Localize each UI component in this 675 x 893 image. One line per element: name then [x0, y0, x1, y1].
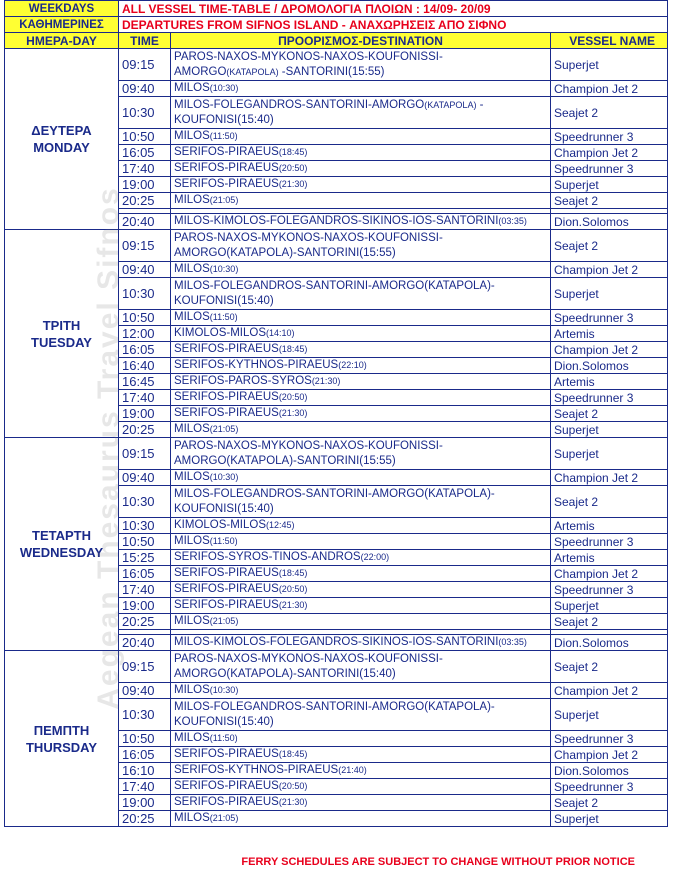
destination-text: SERIFOS-PIRAEUS [174, 407, 279, 419]
vessel-name: Speedrunner 3 [551, 390, 668, 406]
arrival-time: (11:50) [209, 536, 238, 546]
arrival-time: (20:50) [278, 392, 308, 402]
arrival-time: (18:45) [278, 749, 308, 759]
destination-text-tail: -SANTORINI(15:55) [278, 65, 385, 78]
destination-text: MILOS [174, 130, 210, 142]
destination-cell [171, 406, 551, 422]
arrival-time: (11:50) [209, 733, 238, 743]
departure-time: 20:25 [119, 193, 171, 209]
departure-time: 09:15 [119, 651, 171, 683]
destination-cell [171, 438, 551, 470]
arrival-time: (10:30) [209, 472, 239, 482]
destination-text: MILOS [174, 615, 210, 627]
arrival-time: (20:50) [278, 584, 308, 594]
arrival-time: (21:40) [338, 765, 367, 775]
departure-time: 17:40 [119, 779, 171, 795]
departure-time: 09:15 [119, 438, 171, 470]
vessel-name: Dion.Solomos [551, 763, 668, 779]
destination-text: MILOS-KIMOLOS-FOLEGANDROS-SIKINOS-IOS-SANTORINI [174, 636, 499, 648]
destination-text: SERIFOS-PIRAEUS [174, 146, 279, 158]
arrival-time: (KATAPOLA) [424, 99, 477, 110]
arrival-time: (21:05) [209, 424, 239, 434]
destination-cell [171, 214, 551, 230]
destination-text: SERIFOS-PAROS-SYROS [174, 375, 312, 387]
vessel-name: Seajet 2 [551, 651, 668, 683]
vessel-name: Seajet 2 [551, 406, 668, 422]
vessel-name: Champion Jet 2 [551, 470, 668, 486]
column-header-vessel: VESSEL NAME [551, 33, 668, 49]
destination-cell [171, 342, 551, 358]
departure-time: 09:40 [119, 470, 171, 486]
destination-text-line2: AMORGO(KATAPOLA)-SANTORINI(15:55) [174, 246, 396, 259]
destination-cell [171, 422, 551, 438]
arrival-time: (03:35) [498, 637, 527, 647]
destination-cell [171, 262, 551, 278]
arrival-time: (18:45) [278, 147, 308, 157]
arrival-time: (12:45) [266, 520, 295, 530]
arrival-time: (11:50) [209, 312, 238, 322]
vessel-name: Dion.Solomos [551, 214, 668, 230]
vessel-name: Superjet [551, 811, 668, 827]
destination-text: MILOS-FOLEGANDROS-SANTORINI-AMORGO(KATAPOLA)- [174, 700, 495, 713]
arrival-time: (10:30) [209, 264, 239, 274]
destination-text-line2: AMORGO [174, 65, 227, 78]
destination-text: MILOS [174, 471, 210, 483]
departure-time: 19:00 [119, 795, 171, 811]
vessel-name: Superjet [551, 699, 668, 731]
destination-text-line2: KOUFONISI(15:40) [174, 113, 274, 126]
departure-time: 16:05 [119, 566, 171, 582]
destination-cell [171, 374, 551, 390]
departure-time: 10:30 [119, 518, 171, 534]
destination-cell [171, 747, 551, 763]
destination-text-line2: AMORGO(KATAPOLA)-SANTORINI(15:40) [174, 667, 396, 680]
arrival-time: (21:05) [209, 616, 239, 626]
vessel-name: Champion Jet 2 [551, 683, 668, 699]
destination-cell [171, 129, 551, 145]
vessel-name: Superjet [551, 598, 668, 614]
destination-text-line2: KOUFONISI(15:40) [174, 502, 274, 515]
arrival-time: (22:10) [338, 360, 367, 370]
destination-text: MILOS-FOLEGANDROS-SANTORINI-AMORGO [174, 98, 425, 111]
departure-time: 19:00 [119, 177, 171, 193]
page-subtitle: DEPARTURES FROM SIFNOS ISLAND - ΑΝΑΧΩΡΗΣΕΙΣ ΑΠΟ ΣΙΦΝΟ [119, 17, 668, 33]
destination-cell [171, 161, 551, 177]
departure-time: 10:30 [119, 278, 171, 310]
vessel-name: Seajet 2 [551, 486, 668, 518]
day-name-greek: ΠΕΜΠΤΗ [33, 722, 90, 738]
day-cell [5, 49, 119, 230]
destination-cell [171, 278, 551, 310]
vessel-name: Artemis [551, 374, 668, 390]
departure-time: 12:00 [119, 326, 171, 342]
departure-time: 15:25 [119, 550, 171, 566]
day-name-english: THURSDAY [25, 739, 98, 755]
destination-cell [171, 811, 551, 827]
destination-text: MILOS [174, 684, 210, 696]
destination-cell [171, 390, 551, 406]
arrival-time: (18:45) [278, 568, 308, 578]
vessel-name: Artemis [551, 550, 668, 566]
destination-cell [171, 486, 551, 518]
vessel-name: Dion.Solomos [551, 358, 668, 374]
vessel-name: Seajet 2 [551, 193, 668, 209]
departure-time: 20:25 [119, 422, 171, 438]
destination-text: MILOS [174, 812, 210, 824]
destination-cell [171, 550, 551, 566]
departure-time: 10:50 [119, 731, 171, 747]
destination-cell [171, 566, 551, 582]
destination-text: SERIFOS-PIRAEUS [174, 780, 279, 792]
departure-time: 17:40 [119, 390, 171, 406]
destination-cell [171, 81, 551, 97]
column-header-time: TIME [119, 33, 171, 49]
destination-text: SERIFOS-SYROS-TINOS-ANDROS [174, 551, 361, 563]
vessel-name: Dion.Solomos [551, 635, 668, 651]
departure-time: 09:15 [119, 230, 171, 262]
departure-time: 10:30 [119, 699, 171, 731]
destination-cell [171, 779, 551, 795]
destination-cell [171, 193, 551, 209]
destination-cell [171, 614, 551, 630]
day-name-greek: ΤΕΤΑΡΤΗ [32, 528, 91, 543]
vessel-name: Superjet [551, 422, 668, 438]
table-row [5, 230, 668, 262]
vessel-name: Seajet 2 [551, 230, 668, 262]
destination-cell [171, 683, 551, 699]
departure-time: 20:25 [119, 614, 171, 630]
vessel-name: Speedrunner 3 [551, 779, 668, 795]
destination-text: SERIFOS-PIRAEUS [174, 599, 279, 611]
destination-cell [171, 699, 551, 731]
destination-cell [171, 635, 551, 651]
departure-time: 16:05 [119, 145, 171, 161]
timetable-sheet [4, 0, 667, 827]
destination-cell [171, 582, 551, 598]
vessel-name: Champion Jet 2 [551, 566, 668, 582]
day-cell [5, 230, 119, 438]
destination-cell [171, 763, 551, 779]
arrival-time: (21:05) [209, 813, 239, 823]
destination-text: MILOS-FOLEGANDROS-SANTORINI-AMORGO(KATAPOLA)- [174, 279, 495, 292]
departure-time: 09:15 [119, 49, 171, 81]
arrival-time: (11:50) [209, 131, 238, 141]
destination-text: KIMOLOS-MILOS [174, 519, 267, 531]
arrival-time: (21:30) [278, 179, 308, 189]
destination-text: SERIFOS-PIRAEUS [174, 583, 279, 595]
destination-cell [171, 598, 551, 614]
arrival-time: (03:35) [498, 216, 527, 226]
day-cell [5, 651, 119, 827]
destination-text: SERIFOS-PIRAEUS [174, 391, 279, 403]
departure-time: 16:05 [119, 747, 171, 763]
vessel-name: Champion Jet 2 [551, 262, 668, 278]
destination-text: PAROS-NAXOS-MYKONOS-NAXOS-KOUFONISSI- [174, 652, 443, 665]
departure-time: 20:25 [119, 811, 171, 827]
arrival-time: (14:10) [266, 328, 295, 338]
destination-text: PAROS-NAXOS-MYKONOS-NAXOS-KOUFONISSI- [174, 231, 443, 244]
arrival-time: (18:45) [278, 344, 308, 354]
departure-time: 17:40 [119, 582, 171, 598]
arrival-time: (21:30) [278, 408, 308, 418]
vessel-name: Artemis [551, 518, 668, 534]
page-title: ALL VESSEL TIME-TABLE / ΔΡΟΜΟΛΟΓΙΑ ΠΛΟΙΩΝ : 14/09- 20/09 [119, 1, 668, 17]
destination-cell [171, 795, 551, 811]
destination-cell [171, 310, 551, 326]
departure-time: 16:10 [119, 763, 171, 779]
destination-text: SERIFOS-KYTHNOS-PIRAEUS [174, 764, 339, 776]
destination-text-line2: AMORGO(KATAPOLA)-SANTORINI(15:55) [174, 454, 396, 467]
departure-time: 20:40 [119, 635, 171, 651]
vessel-name: Champion Jet 2 [551, 81, 668, 97]
footnote: FERRY SCHEDULES ARE SUBJECT TO CHANGE WITHOUT PRIOR NOTICE [241, 856, 635, 868]
destination-cell [171, 651, 551, 683]
vessel-name: Seajet 2 [551, 614, 668, 630]
destination-text-tail: - [476, 98, 484, 111]
destination-cell [171, 518, 551, 534]
arrival-time: (21:30) [278, 600, 308, 610]
watermark-text: Aegean Thesaurus Travel Sifnos [92, 185, 125, 710]
arrival-time: (22:00) [360, 552, 390, 562]
table-row [5, 651, 668, 683]
destination-text: SERIFOS-KYTHNOS-PIRAEUS [174, 359, 339, 371]
arrival-time: (10:30) [209, 83, 239, 93]
day-cell [5, 438, 119, 651]
destination-text: MILOS-KIMOLOS-FOLEGANDROS-SIKINOS-IOS-SANTORINI [174, 215, 499, 227]
destination-cell [171, 358, 551, 374]
destination-cell [171, 177, 551, 193]
destination-cell [171, 49, 551, 81]
departure-time: 10:30 [119, 486, 171, 518]
vessel-name: Speedrunner 3 [551, 582, 668, 598]
destination-text: SERIFOS-PIRAEUS [174, 748, 279, 760]
departure-time: 17:40 [119, 161, 171, 177]
day-name-greek: ΤΡΙΤΗ [42, 317, 81, 333]
departure-time: 16:40 [119, 358, 171, 374]
departure-time: 09:40 [119, 262, 171, 278]
destination-cell [171, 97, 551, 129]
vessel-name: Champion Jet 2 [551, 342, 668, 358]
destination-text: SERIFOS-PIRAEUS [174, 796, 279, 808]
departure-time: 20:40 [119, 214, 171, 230]
arrival-time: (20:50) [278, 163, 308, 173]
departure-time: 09:40 [119, 81, 171, 97]
vessel-name: Speedrunner 3 [551, 731, 668, 747]
destination-cell [171, 731, 551, 747]
day-name-english: MONDAY [33, 140, 90, 155]
destination-text: MILOS [174, 194, 210, 206]
vessel-name: Seajet 2 [551, 795, 668, 811]
destination-text: PAROS-NAXOS-MYKONOS-NAXOS-KOUFONISSI- [174, 439, 443, 452]
vessel-name: Superjet [551, 49, 668, 81]
destination-text: MILOS [174, 82, 210, 94]
destination-text-line2: KOUFONISI(15:40) [174, 294, 274, 307]
departure-time: 10:50 [119, 129, 171, 145]
arrival-time: (21:30) [278, 797, 308, 807]
day-name-english: TUESDAY [31, 334, 92, 350]
vessel-name: Superjet [551, 177, 668, 193]
departure-time: 19:00 [119, 598, 171, 614]
departure-time: 16:45 [119, 374, 171, 390]
destination-text: SERIFOS-PIRAEUS [174, 162, 279, 174]
destination-text: PAROS-NAXOS-MYKONOS-NAXOS-KOUFONISSI- [174, 50, 443, 63]
day-name-english: WEDNESDAY [19, 545, 104, 560]
day-name-greek: ΔΕΥΤΕΡΑ [31, 123, 92, 138]
vessel-name: Superjet [551, 438, 668, 470]
destination-text: KIMOLOS-MILOS [174, 327, 267, 339]
vessel-name: Champion Jet 2 [551, 747, 668, 763]
destination-cell [171, 145, 551, 161]
arrival-time: (10:30) [209, 685, 239, 695]
column-header-destination: ΠΡΟΟΡΙΣΜΟΣ-DESTINATION [171, 33, 551, 49]
vessel-name: Speedrunner 3 [551, 310, 668, 326]
departure-time: 19:00 [119, 406, 171, 422]
destination-text: MILOS [174, 311, 210, 323]
table-row [5, 438, 668, 470]
destination-text: SERIFOS-PIRAEUS [174, 178, 279, 190]
arrival-time: (21:05) [209, 195, 239, 205]
destination-text: SERIFOS-PIRAEUS [174, 567, 279, 579]
departure-time: 10:50 [119, 310, 171, 326]
destination-text: MILOS [174, 732, 210, 744]
destination-text: MILOS-FOLEGANDROS-SANTORINI-AMORGO(KATAPOLA)- [174, 487, 495, 500]
destination-text: SERIFOS-PIRAEUS [174, 343, 279, 355]
vessel-name: Superjet [551, 278, 668, 310]
departure-time: 10:50 [119, 534, 171, 550]
arrival-time: (20:50) [278, 781, 308, 791]
destination-text: MILOS [174, 535, 210, 547]
destination-text: MILOS [174, 423, 210, 435]
arrival-time: (21:30) [311, 376, 341, 386]
destination-cell [171, 534, 551, 550]
destination-cell [171, 230, 551, 262]
vessel-name: Speedrunner 3 [551, 161, 668, 177]
timetable [4, 0, 668, 827]
departure-time: 09:40 [119, 683, 171, 699]
table-row [5, 49, 668, 81]
vessel-name: Speedrunner 3 [551, 129, 668, 145]
destination-text-line2: KOUFONISI(15:40) [174, 715, 274, 728]
departure-time: 16:05 [119, 342, 171, 358]
vessel-name: Champion Jet 2 [551, 145, 668, 161]
destination-text: MILOS [174, 263, 210, 275]
column-header-day: ΗΜΕΡΑ-DAY [5, 33, 119, 49]
vessel-name: Seajet 2 [551, 97, 668, 129]
destination-cell [171, 326, 551, 342]
vessel-name: Speedrunner 3 [551, 534, 668, 550]
vessel-name: Artemis [551, 326, 668, 342]
departure-time: 10:30 [119, 97, 171, 129]
weekdays-label-gr: ΚΑΘΗΜΕΡΙΝΕΣ [5, 17, 119, 33]
destination-note: (KATAPOLA) [226, 66, 279, 77]
destination-cell [171, 470, 551, 486]
weekdays-label-en: WEEKDAYS [5, 1, 119, 17]
